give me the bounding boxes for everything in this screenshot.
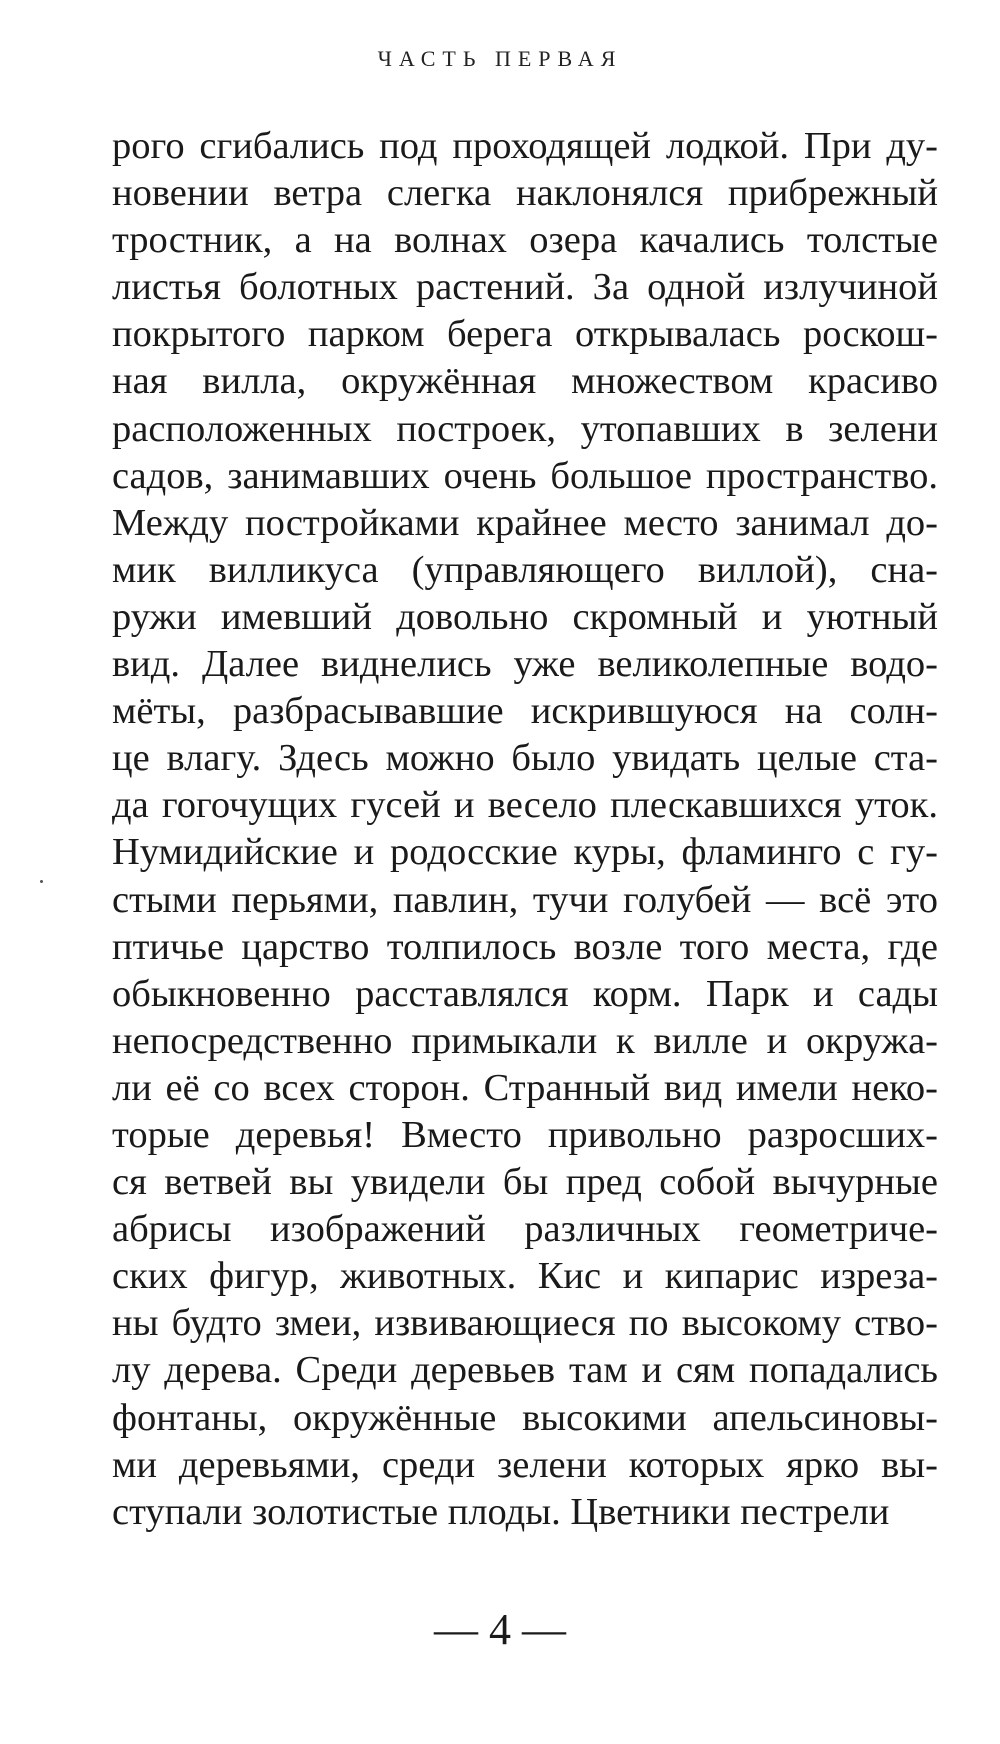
text-line: ских фигур, животных. Кис и кипарис изреза- [112,1255,938,1298]
text-line: мик вилликуса (управляющего виллой), сна- [112,548,938,591]
text-line: лу дерева. Среди деревьев там и сям попадались [112,1349,938,1392]
text-line: Между постройками крайнее место занимал до- [112,501,938,544]
text-line: Нумидийские и родосские куры, фламинго с гу- [112,831,938,874]
scan-speck [40,880,43,883]
text-line: торые деревья! Вместо привольно разросших- [112,1113,938,1156]
text-line: стыми перьями, павлин, тучи голубей — всё это [112,878,938,921]
text-line: непосредственно примыкали к вилле и окружа- [112,1019,938,1062]
text-line: ступали золотистые плоды. Цветники пестрели [112,1490,890,1533]
text-line: це влагу. Здесь можно было увидать целые ста- [112,737,938,780]
text-line: садов, занимавших очень большое пространство. [112,454,938,497]
text-line: обыкновенно расставлялся корм. Парк и сады [112,972,938,1015]
text-line: да гогочущих гусей и весело плескавшихся уток. [112,784,938,827]
text-line: рого сгибались под проходящей лодкой. При ду- [112,125,938,167]
text-line: ли её со всех сторон. Странный вид имели неко- [112,1066,938,1109]
text-line: расположенных построек, утопавших в зелени [112,407,938,450]
text-line: тростник, а на волнах озера качались толстые [112,219,938,262]
text-line: фонтаны, окружённые высокими апельсиновы- [112,1396,938,1439]
text-line: абрисы изображений различных геометриче- [112,1208,938,1251]
text-line: покрытого парком берега открывалась роскош- [112,313,938,356]
text-line: листья болотных растений. За одной излучиной [112,266,938,309]
text-line: ная вилла, окружённая множеством красиво [112,360,938,403]
text-line: вид. Далее виднелись уже великолепные водо- [112,643,938,686]
running-head: ЧАСТЬ ПЕРВАЯ [377,46,623,71]
text-line: новении ветра слегка наклонялся прибрежный [112,172,938,215]
text-line: мёты, разбрасывавшие искрившуюся на солн- [112,690,938,733]
body-text [112,123,938,1536]
page-number: — 4 — [434,1605,566,1654]
text-line: ми деревьями, среди зелени которых ярко вы- [112,1443,938,1486]
text-line: ся ветвей вы увидели бы пред собой вычурные [112,1161,938,1204]
text-line: птичье царство толпилось возле того места, где [112,925,938,968]
text-line: ружи имевший довольно скромный и уютный [112,595,938,638]
text-line: ны будто змеи, извивающиеся по высокому ство- [112,1302,938,1345]
